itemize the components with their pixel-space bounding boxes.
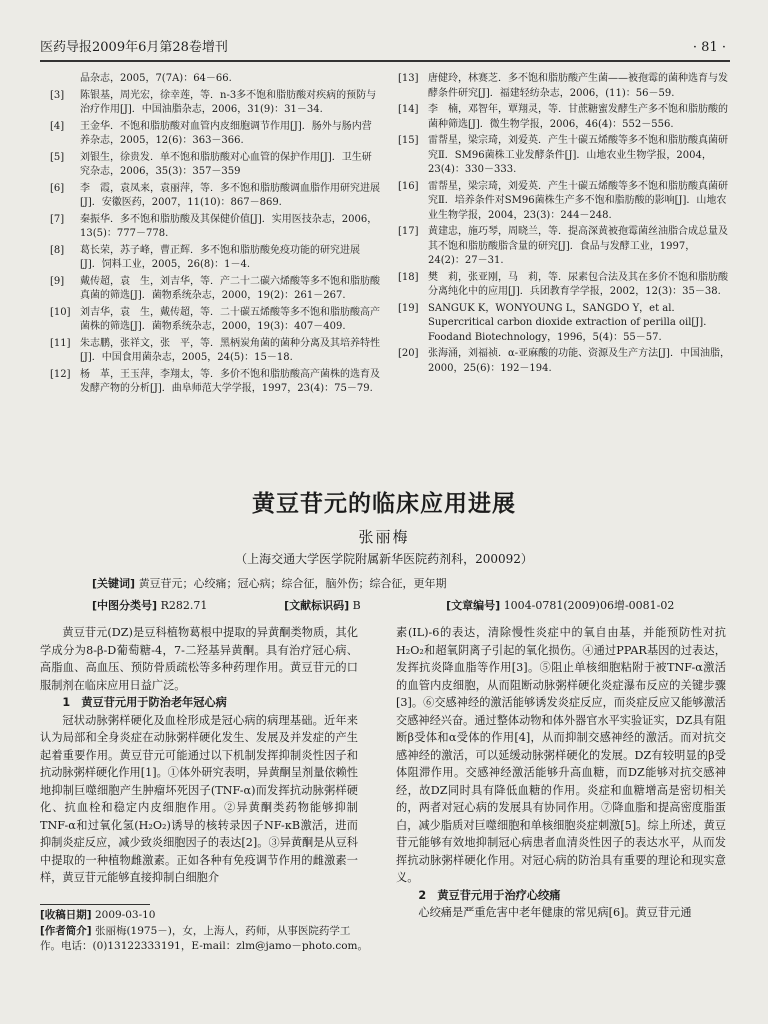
reference-item bbox=[50, 368, 380, 397]
reference-text: 唐健玲，林赛芝．多不饱和脂肪酸产生菌——被孢霉的菌种选育与发酵条件研究[J]．福建轻纺杂志，2006，(11)：56－59. bbox=[428, 73, 728, 99]
reference-item bbox=[50, 151, 380, 180]
body-paragraph: 心绞痛是严重危害中老年健康的常见病[6]。黄豆苷元通 bbox=[418, 906, 692, 919]
reference-item bbox=[50, 89, 380, 118]
reference-text: 黄建忠，施巧琴，周晓兰，等．提高深黄被孢霉菌丝油脂合成总量及其不饱和脂肪酸脂含量的研究[J]．食品与发酵工业，1997，24(2)：27－31. bbox=[428, 226, 728, 266]
section-heading: 1 黄豆苷元用于防治老年冠心病 bbox=[62, 696, 227, 709]
running-header bbox=[40, 30, 730, 56]
reference-number: [6] bbox=[50, 182, 65, 194]
keywords-label: [关键词] bbox=[92, 577, 136, 590]
reference-number: [14] bbox=[398, 104, 419, 115]
reference-text: 品杂志，2005，7(7A)：64－66. bbox=[80, 73, 232, 84]
reference-number: [5] bbox=[50, 151, 65, 163]
reference-item bbox=[50, 244, 380, 273]
cls-label: [中图分类号] bbox=[92, 599, 158, 612]
reference-text: 李 楠，邓智年，覃翔灵，等．甘蔗糖蜜发酵生产多不饱和脂肪酸的菌种筛选[J]．微生物学报，2006，46(4)：552－556. bbox=[428, 104, 728, 130]
body-left-column bbox=[40, 624, 358, 887]
reference-item bbox=[50, 306, 380, 335]
body-paragraph: 冠状动脉粥样硬化及血栓形成是冠心病的病理基础。近年来认为局部和全身炎症在动脉粥样硬化发生、发展及并发症的产生起着重要作用。黄豆苷元可能通过以下机制发挥抑制炎性因子和抗动脉粥样硬化作用[1]。①体外研究表明，异黄酮呈剂量依赖性地抑制巨噬细胞产生肿瘤坏死因子(TNF-α)而发挥抗动脉粥样硬化、抗血栓和稳定内皮细胞作用。②异黄酮类药物能够抑制TNF-α和过氧化氢(H₂O₂)诱导的核转录因子NF-κB激活，进而抑制炎症反应，减少致炎细胞因子的表达[2]。③异黄酮是从豆科中提取的一种植物雌激素。正如各种有免疫调节作用的雌激素一样，黄豆苷元能够直接抑制白细胞介 bbox=[40, 713, 358, 884]
body-paragraph: 黄豆苷元(DZ)是豆科植物葛根中提取的异黄酮类物质，其化学成分为8-β-D葡萄糖-4，7-二羟基异黄酮。具有治疗冠心病、高脂血、高血压、预防骨质疏松等多种药理作用。黄豆苷元的口服制剂在临床应用日益广泛。 bbox=[40, 626, 358, 692]
reference-item bbox=[398, 134, 730, 178]
reference-item bbox=[398, 72, 730, 101]
received-date: 2009-03-10 bbox=[94, 909, 156, 921]
reference-item bbox=[50, 275, 380, 304]
keywords-line bbox=[92, 576, 712, 591]
body-paragraph: 素(IL)-6的表达，清除慢性炎症中的氧自由基，并能预防性对抗H₂O₂和超氧阴离子引起的氧化损伤。④通过PPAR基因的过表达，发挥抗炎降血脂等作用[3]。⑤阻止单核细胞粘附于被TNF-α激活的血管内皮细胞，从而阻断动脉粥样硬化炎症瀑布反应的关键步骤[3]。⑥交感神经的激活能够诱发炎症反应，而炎症反应又能够激活交感神经兴奋。通过整体动物和体外器官水平实验证实，DZ具有阻断β受体和α受体的作用[4]，从而抑制交感神经的激活。而对抗交感神经的激活，可以延缓动脉粥样硬化的发展。DZ有较明显的β受体阻滞作用。交感神经激活能够升高血糖，而DZ能够对抗交感神经，故DZ同时具有降低血糖的作用。炎症和血糖增高是密切相关的，两者对冠心病的发展具有协同作用。⑦降血脂和提高密度脂蛋白，减少脂质对巨噬细胞和单核细胞炎症刺激[5]。综上所述，黄豆苷元能够有效地抑制冠心病患者血清炎性因子的表达水平，从而发挥抗动脉粥样硬化作用。对冠心病的防治具有重要的理论和现实意义。 bbox=[396, 626, 726, 884]
reference-text: 戴传超，袁 生，刘吉华，等．产二十二碳六烯酸等多不饱和脂肪酸真菌的筛选[J]．菌物系统杂志，2000，19(2)：261－267. bbox=[80, 275, 380, 301]
reference-item bbox=[398, 180, 730, 224]
reference-text: 雷帮星，梁宗琦，刘爱英．产生十碳五烯酸等多不饱和脂肪酸真菌研究Ⅱ．培养条件对SM96菌株生产多不饱和脂肪酸的影响[J]．山地农业生物学报，2004，23(3)：244－248. bbox=[428, 180, 728, 221]
reference-text: 葛长荣，苏子峰，曹正辉．多不饱和脂肪酸免疫功能的研究进展[J]．饲料工业，2005，26(8)：1－4. bbox=[80, 244, 360, 270]
reference-number: [16] bbox=[398, 180, 419, 192]
reference-number: [13] bbox=[398, 73, 419, 84]
reference-number: [7] bbox=[50, 213, 65, 225]
reference-text: 杨 革，王玉萍，李翔太，等．多价不饱和脂肪酸高产菌株的选育及发酵产物的分析[J]．曲阜师范大学学报，1997，23(4)：75－79. bbox=[80, 368, 380, 394]
received-label: [收稿日期] bbox=[40, 909, 92, 921]
reference-item bbox=[50, 213, 380, 242]
reference-text: 李 霞，袁凤来，袁丽萍，等．多不饱和脂肪酸调血脂作用研究进展[J]．安徽医药，2007，11(10)：867－869. bbox=[80, 182, 380, 208]
references-right-column bbox=[398, 72, 730, 378]
reference-number: [18] bbox=[398, 271, 419, 283]
classification-line bbox=[92, 598, 712, 613]
reference-item bbox=[50, 72, 380, 87]
header-rule bbox=[40, 60, 730, 62]
author-info-line bbox=[40, 924, 370, 954]
art-value: 1004-0781(2009)06增-0081-02 bbox=[503, 599, 675, 612]
reference-text: 王金华．不饱和脂肪酸对血管内皮细胞调节作用[J]．肠外与肠内营养杂志，2005，12(6)：363－366. bbox=[80, 120, 372, 146]
body-right-column bbox=[396, 624, 726, 922]
reference-number: [10] bbox=[50, 306, 71, 318]
article-affiliation: （上海交通大学医学院附属新华医院药剂科，200092） bbox=[235, 552, 533, 566]
reference-number: [11] bbox=[50, 337, 71, 349]
reference-item bbox=[398, 347, 730, 376]
reference-text: 雷帮星，梁宗琦，刘爱英．产生十碳五烯酸等多不饱和脂肪酸真菌研究Ⅱ．SM96菌株工业发酵条件[J]．山地农业生物学报，2004，23(4)：330－333. bbox=[428, 135, 728, 175]
reference-text: 秦振华．多不饱和脂肪酸及其保健价值[J]．实用医技杂志，2006，13(5)：777－778. bbox=[80, 213, 378, 239]
doc-label: [文献标识码] bbox=[284, 599, 350, 612]
cls-value: R282.71 bbox=[160, 599, 208, 612]
reference-number: [12] bbox=[50, 368, 71, 380]
article-author: 张丽梅 bbox=[358, 528, 410, 546]
reference-item bbox=[50, 182, 380, 211]
author-info-text: 张丽梅(1975－)，女，上海人，药师，从事医院药学工作。电话：(0)13122333191，E-mail：zlm@jamo－photo.com。 bbox=[40, 925, 368, 952]
section-heading: 2 黄豆苷元用于治疗心绞痛 bbox=[418, 888, 561, 902]
reference-number: [19] bbox=[398, 302, 419, 314]
art-label: [文章编号] bbox=[446, 599, 501, 612]
reference-text: 张海涌，刘福祯．α-亚麻酸的功能、资源及生产方法[J]．中国油脂，2000，25(6)：192－194. bbox=[428, 348, 730, 374]
references-left-column bbox=[50, 72, 380, 399]
reference-number: [17] bbox=[398, 226, 419, 237]
journal-name: 医药导报2009年6月第28卷增刊 bbox=[40, 40, 228, 55]
reference-number: [4] bbox=[50, 120, 65, 132]
keywords-text: 黄豆苷元；心绞痛；冠心病；综合征，脑外伤；综合征，更年期 bbox=[138, 577, 447, 590]
page-number: · 81 · bbox=[692, 40, 726, 55]
reference-item bbox=[398, 302, 730, 346]
reference-item bbox=[398, 225, 730, 269]
reference-text: 刘吉华，袁 生，戴传超，等．二十碳五烯酸等多不饱和脂肪酸高产菌株的筛选[J]．菌物系统杂志，2000，19(3)：407－409. bbox=[80, 306, 380, 332]
reference-number: [8] bbox=[50, 244, 65, 256]
reference-item bbox=[398, 103, 730, 132]
reference-number bbox=[50, 72, 80, 87]
reference-number: [3] bbox=[50, 89, 65, 101]
reference-number: [20] bbox=[398, 348, 419, 359]
reference-number: [9] bbox=[50, 275, 65, 287]
reference-item bbox=[398, 271, 730, 300]
author-info-label: [作者简介] bbox=[40, 925, 92, 937]
reference-text: 樊 莉，张亚刚，马 莉，等．尿素包合法及其在多价不饱和脂肪酸分离纯化中的应用[J]．兵团教育学学报，2002，12(3)：35－38. bbox=[428, 271, 728, 297]
footnote-rule bbox=[40, 904, 150, 905]
reference-text: 陈银基，周光宏，徐幸莲，等．n-3多不饱和脂肪酸对疾病的预防与治疗作用[J]．中国油脂杂志，2006，31(9)：31－34. bbox=[80, 89, 377, 115]
reference-number: [15] bbox=[398, 135, 419, 146]
reference-text: SANGUK K，WONYOUNG L，SANGDO Y，et al．Supercritical carbon dioxide extraction of perilla oil[J]．Foodand Biotechnology，1996，5(4)：55－57. bbox=[428, 302, 714, 343]
reference-item bbox=[50, 120, 380, 149]
reference-text: 刘银生，徐贵发．单不饱和脂肪酸对心血管的保护作用[J]．卫生研究杂志，2006，35(3)：357－359 bbox=[80, 151, 372, 177]
article-title: 黄豆苷元的临床应用进展 bbox=[252, 491, 516, 517]
received-date-line bbox=[40, 908, 370, 923]
reference-text: 朱志鹏，张祥文，张 平，等．黑柄炭角菌的菌种分离及其培养特性[J]．中国食用菌杂志，2005，24(5)：15－18. bbox=[80, 337, 380, 363]
doc-value: B bbox=[352, 599, 361, 612]
reference-item bbox=[50, 337, 380, 366]
